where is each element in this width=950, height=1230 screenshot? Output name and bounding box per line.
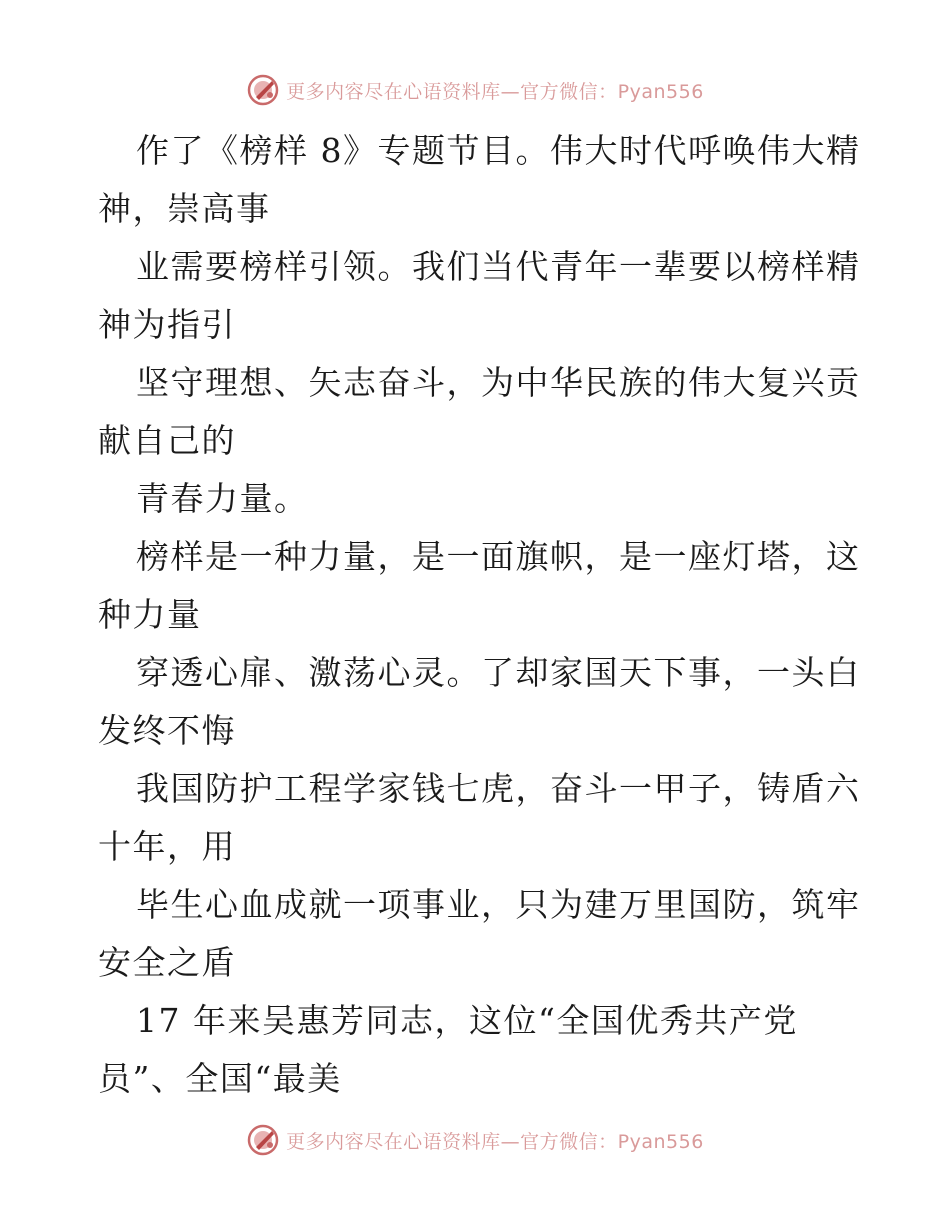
header-watermark-banner bbox=[0, 70, 950, 110]
stamp-logo-icon bbox=[246, 1123, 280, 1157]
text-line: 发终不悔 bbox=[98, 711, 236, 750]
text-line: 种力量 bbox=[98, 595, 202, 634]
text-line: 作了《榜样 8》专题节目。伟大时代呼唤伟大精 bbox=[136, 131, 861, 170]
header-watermark-text: 更多内容尽在心语资料库—官方微信：Pyan556 bbox=[286, 80, 704, 103]
text-line: 神，崇高事 bbox=[98, 189, 271, 228]
text-line: 员”、全国“最美 bbox=[98, 1059, 342, 1098]
text-line: 业需要榜样引领。我们当代青年一辈要以榜样精 bbox=[136, 247, 861, 286]
text-line: 穿透心扉、激荡心灵。了却家国天下事，一头白 bbox=[136, 653, 861, 692]
text-line: 我国防护工程学家钱七虎，奋斗一甲子，铸盾六 bbox=[136, 769, 861, 808]
text-line: 坚守理想、矢志奋斗，为中华民族的伟大复兴贡 bbox=[136, 363, 861, 402]
footer-watermark-banner bbox=[0, 1120, 950, 1160]
footer-watermark-text: 更多内容尽在心语资料库—官方微信：Pyan556 bbox=[286, 1130, 704, 1153]
text-line: 榜样是一种力量，是一面旗帜，是一座灯塔，这 bbox=[136, 537, 861, 576]
stamp-logo-icon bbox=[246, 73, 280, 107]
text-line: 毕生心血成就一项事业，只为建万里国防，筑牢 bbox=[136, 885, 861, 924]
text-line: 十年，用 bbox=[98, 827, 236, 866]
text-line: 安全之盾 bbox=[98, 943, 236, 982]
text-line: 献自己的 bbox=[98, 421, 236, 460]
body-text bbox=[98, 122, 861, 1108]
text-line: 17 年来吴惠芳同志，这位“全国优秀共产党 bbox=[136, 1001, 798, 1040]
text-line: 神为指引 bbox=[98, 305, 236, 344]
text-line: 青春力量。 bbox=[136, 479, 309, 518]
